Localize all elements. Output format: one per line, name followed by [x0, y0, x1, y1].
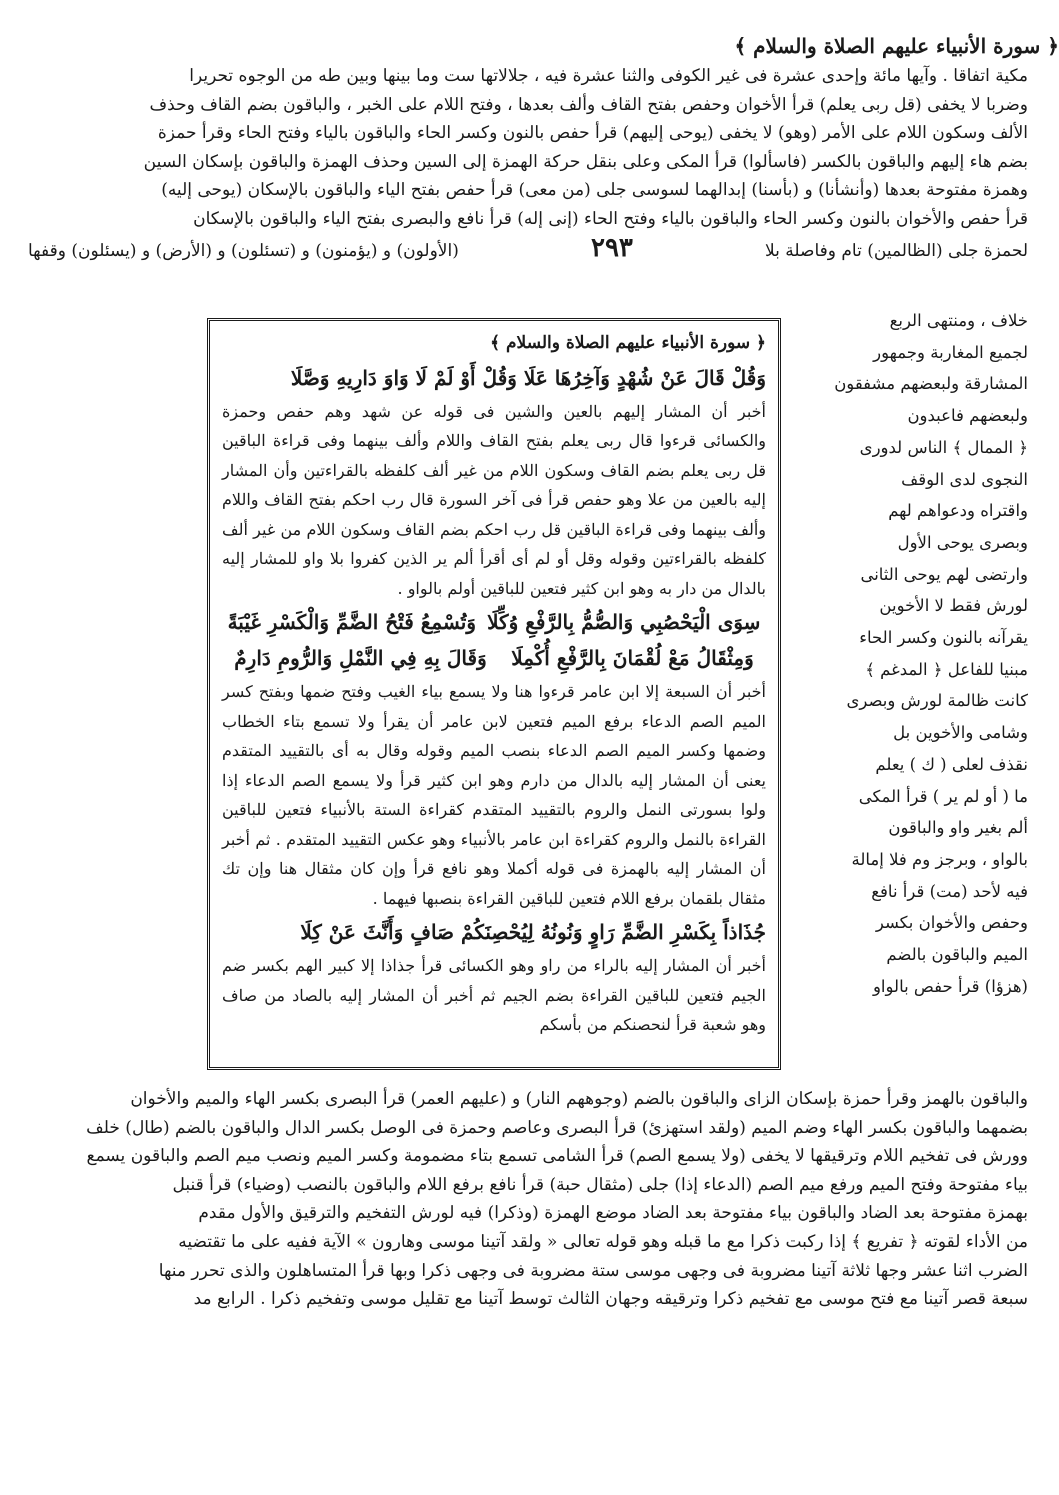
commentary-line: الضرب اثنا عشر وجها ثلاثة آتينا مضروبة فى وجهى موسى ستة مضروبة فى وجهى ذكرا وبها قرأ المتساهلون والذى تحرر منها: [158, 1260, 1028, 1281]
side-line: وشامى والأخوين بل: [893, 723, 1028, 743]
side-line: بالواو ، وبرجز وم فلا إمالة: [851, 849, 1028, 869]
side-line: يقرآنه بالنون وكسر الحاء: [859, 628, 1028, 648]
commentary-line: بضم هاء إليهم والباقون بالكسر (فاسألوا) قرأ المكى وعلى بنقل حركة الهمزة إلى السين وحذف الهمزة والباقون بإسكان السين: [143, 151, 1028, 172]
side-line: الميم والباقون بالضم: [886, 945, 1028, 965]
side-line: وارتضى لهم يوحى الثانى: [860, 564, 1028, 584]
verse-hemistich: سِوَى الْيَحْصُبِي وَالصُّمُّ بِالرَّفْعِ وُكِّلَا: [487, 610, 761, 634]
explanation-paragraph: أخبر أن السبعة إلا ابن عامر قرءوا هنا ولا يسمع بياء الغيب وفتح ضمها وبفتح كسر الميم الصم الدعاء برفع الميم فتعين لابن عامر أن يقرأ ولا تسمع بتاء الخطاب وضمها وكسر الميم الصم الدعاء بنصب الميم وقوله وقال به أى بالتقييد المتقدم يعنى أن المشار إليه بالدال من دارم وهو ابن كثير قرأ ولا يسمع الصم الدعاء إذا ولوا بسورتى النمل والروم بالتقييد المتقدم كقراءة الستة بالأنبياء فتعين للباقين القراءة بالنمل والروم كقراءة ابن عامر بالأنبياء وهو عكس التقييد المتقدم . ثم أخبر أن المشار إليه بالهمزة فى قوله أكملا وهو نافع قرأ وإن كان مثقال هنا وإن تك مثقال بلقمان برفع اللام فتعين للباقين القراءة بنصبها فيهما .: [222, 682, 766, 908]
side-line: النجوى لدى الوقف: [901, 469, 1028, 489]
commentary-last-line: [28, 234, 1028, 266]
commentary-line: وضربا لا يخفى (قل ربى يعلم) قرأ الأخوان وحفص بفتح القاف وألف بعدها ، وفتح اللام على الخبر ، والباقون بضم القاف وحذف: [149, 94, 1028, 115]
side-line: وحفص والأخوان بكسر: [875, 913, 1028, 933]
page-number: ٢٩٣: [591, 232, 633, 263]
side-line: ﴿ الممال ﴾ الناس لدورى: [859, 437, 1028, 457]
box-title: ﴿ سورة الأنبياء عليهم الصلاة والسلام ﴾: [490, 333, 766, 353]
commentary-line: وورش فى تفخيم اللام وترقيقها لا يخفى (ولا يسمع الصم) قرأ الشامى تسمع بتاء مضمومة وكسر الميم ونصب ميم الصم والباقون يسمع: [86, 1146, 1028, 1167]
side-line: ألم بغير واو والباقون: [888, 818, 1028, 838]
side-line: خلاف ، ومنتهى الربع: [889, 311, 1028, 330]
verse-hemistich: وَمِثْقَالُ مَعْ لُقْمَانَ بِالرَّفْعِ أُكْمِلَا: [511, 646, 754, 670]
commentary-line: من الأداء لقوته ﴿ تفريع ﴾ إذا ركبت ذكرا مع ما قبله وهو قوله تعالى « ولقد آتينا موسى وهارون » الآية ففيه على ما تقتضيه: [178, 1231, 1028, 1252]
commentary-line: والباقون بالهمز وقرأ حمزة بإسكان الزاى والباقون بالضم (وجوههم النار) و (عليهم العمر) قرأ البصرى بكسر الهاء والميم والأخوان: [130, 1089, 1028, 1109]
commentary-line: بياء مفتوحة وفتح الميم ورفع ميم الصم (الدعاء إذا) جلى (مثقال حبة) قرأ نافع برفع اللام والباقون بالنصب (وضياء) قرأ قنبل: [172, 1174, 1028, 1195]
commentary-line: مكية اتفاقا . وآيها مائة وإحدى عشرة فى غير الكوفى والثنا عشرة فيه ، جلالاتها ست وما بينها وبين طه من الوجوه تحريرا: [189, 66, 1028, 86]
side-line: ولبعضهم فاعبدون: [907, 406, 1028, 426]
side-line: لورش فقط لا الأخوين: [879, 596, 1028, 616]
commentary-line: وهمزة مفتوحة بعدها (وأنشأنا) و (بأسنا) إبدالهما لسوسى جلى (من معى) قرأ حفص بفتح الياء والباقون بالإسكان (يوحى إليه): [161, 180, 1028, 201]
verse-hemistich: وَتُسْمِعُ فَتْحُ الضَّمِّ وَالْكَسْرِ غَيْبَةً: [227, 610, 476, 634]
verse-hemistich: وَقَالَ بِهِ فِي النَّمْلِ وَالرُّومِ دَارِمٌ: [234, 646, 487, 670]
framed-poem-box: [207, 318, 781, 1070]
commentary-line: الألف وسكون اللام على الأمر (وهو) لا يخفى (يوحى إليهم) قرأ حفص بالنون وكسر الحاء والباقون بالياء وفتح الحاء وقرأ حمزة: [157, 123, 1028, 144]
side-line: المشارقة ولبعضهم مشفقون: [834, 374, 1028, 394]
explanation-paragraph: أخبر أن المشار إليه بالراء من راو وهو الكسائى قرأ جذاذا إلا كبير الهم بكسر ضم الجيم فتعين للباقين القراءة بضم الجيم ثم أخبر أن المشار إليه بالصاد من صاف وهو شعبة قرأ لنحصنكم من بأسكم: [222, 956, 767, 1034]
commentary-line: سبعة قصر آتينا مع فتح موسى مع تفخيم ذكرا وترقيقه وجهان الثالث توسط آتينا مع تقليل موسى وتفخيم ذكرا . الرابع مد: [193, 1289, 1028, 1310]
top-commentary: [28, 62, 1028, 265]
side-line: فيه لأحد (مت) قرأ نافع: [871, 881, 1028, 901]
side-line: (هزؤا) قرأ حفص بالواو: [872, 976, 1028, 996]
side-line: لجميع المغاربة وجمهور: [873, 342, 1028, 362]
commentary-line: بهمزة مفتوحة بعد الضاد والباقون بياء مفتوحة بعد الضاد موضع الهمزة (وذكرا) فيه لورش التفخيم والترقيق والأول مقدم: [198, 1203, 1028, 1224]
verse-line: [222, 641, 766, 675]
commentary-line: بضمهما والباقون بكسر الهاء وضم الميم (ولقد استهزئ) قرأ البصرى وعاصم وحمزة فى الوصل بكسر الدال والباقون بالضم (طال) خلف: [86, 1117, 1028, 1138]
verse-line: وَقُلْ قَالَ عَنْ شُهْدٍ وَآخِرُهَا عَلَا وَقُلْ أَوْ لَمْ لَا وَاوَ دَارِيهِ وَصَّلَا: [290, 365, 766, 390]
bottom-commentary: [28, 1085, 1028, 1314]
side-line: وبصرى يوحى الأول: [897, 532, 1028, 552]
verse-line: جُذَاذاً بِكَسْرِ الضَّمِّ رَاوٍ وَنُونُهُ لِيُحْصِنَكُمْ صَافٍ وَأَنَّثَ عَنْ كِلَا: [300, 920, 766, 944]
side-line: واقتراه ودعواهم لهم: [888, 501, 1028, 521]
commentary-line-right: (الأولون) و (يؤمنون) و (تسئلون) و (الأرض) و (يسئلون) وقفها: [28, 240, 459, 261]
explanation-paragraph: أخبر أن المشار إليهم بالعين والشين فى قوله عن شهد وهم حفص وحمزة والكسائى قرءوا قال ربى يعلم بفتح القاف واللام وألف بينهما وفى قراءة الباقين قل ربى يعلم بضم القاف وسكون اللام من غير ألف كلفظه بالقراءتين وأن المشار إليه بالعين من علا وهو حفص قرأ فى آخر السورة قال رب احكم بفتح القاف واللام وألف بينهما وفى قراءة الباقين قل رب احكم بضم القاف وسكون اللام من غير ألف كلفظه بالقراءتين وقوله وقل أو لم أى أقرأ ألم ير الذين كفروا بلا واو للمشار إليه بالدال من دار به وهو ابن كثير فتعين للباقين أولم بالواو .: [222, 401, 766, 598]
page-title: ﴿ سورة الأنبياء عليهم الصلاة والسلام ﴾: [734, 34, 1059, 58]
verse-line: [222, 605, 766, 639]
commentary-line-left: لحمزة جلى (الظالمين) تام وفاصلة بلا: [765, 240, 1028, 261]
side-line: نقذف لعلى ( ك ) يعلم: [875, 754, 1028, 774]
side-line: ما ( أو لم ير ) قرأ المكى: [858, 786, 1028, 806]
side-line: مبنيا للفاعل ﴿ المدغم ﴾: [865, 659, 1028, 679]
side-column: [792, 305, 1028, 1002]
commentary-line: قرأ حفص والأخوان بالنون وكسر الحاء والباقون بالياء وفتح الحاء (إنى إله) قرأ نافع والبصرى بفتح الياء والباقون بالإسكان: [193, 208, 1028, 229]
side-line: كانت ظالمة لورش وبصرى: [846, 691, 1028, 711]
